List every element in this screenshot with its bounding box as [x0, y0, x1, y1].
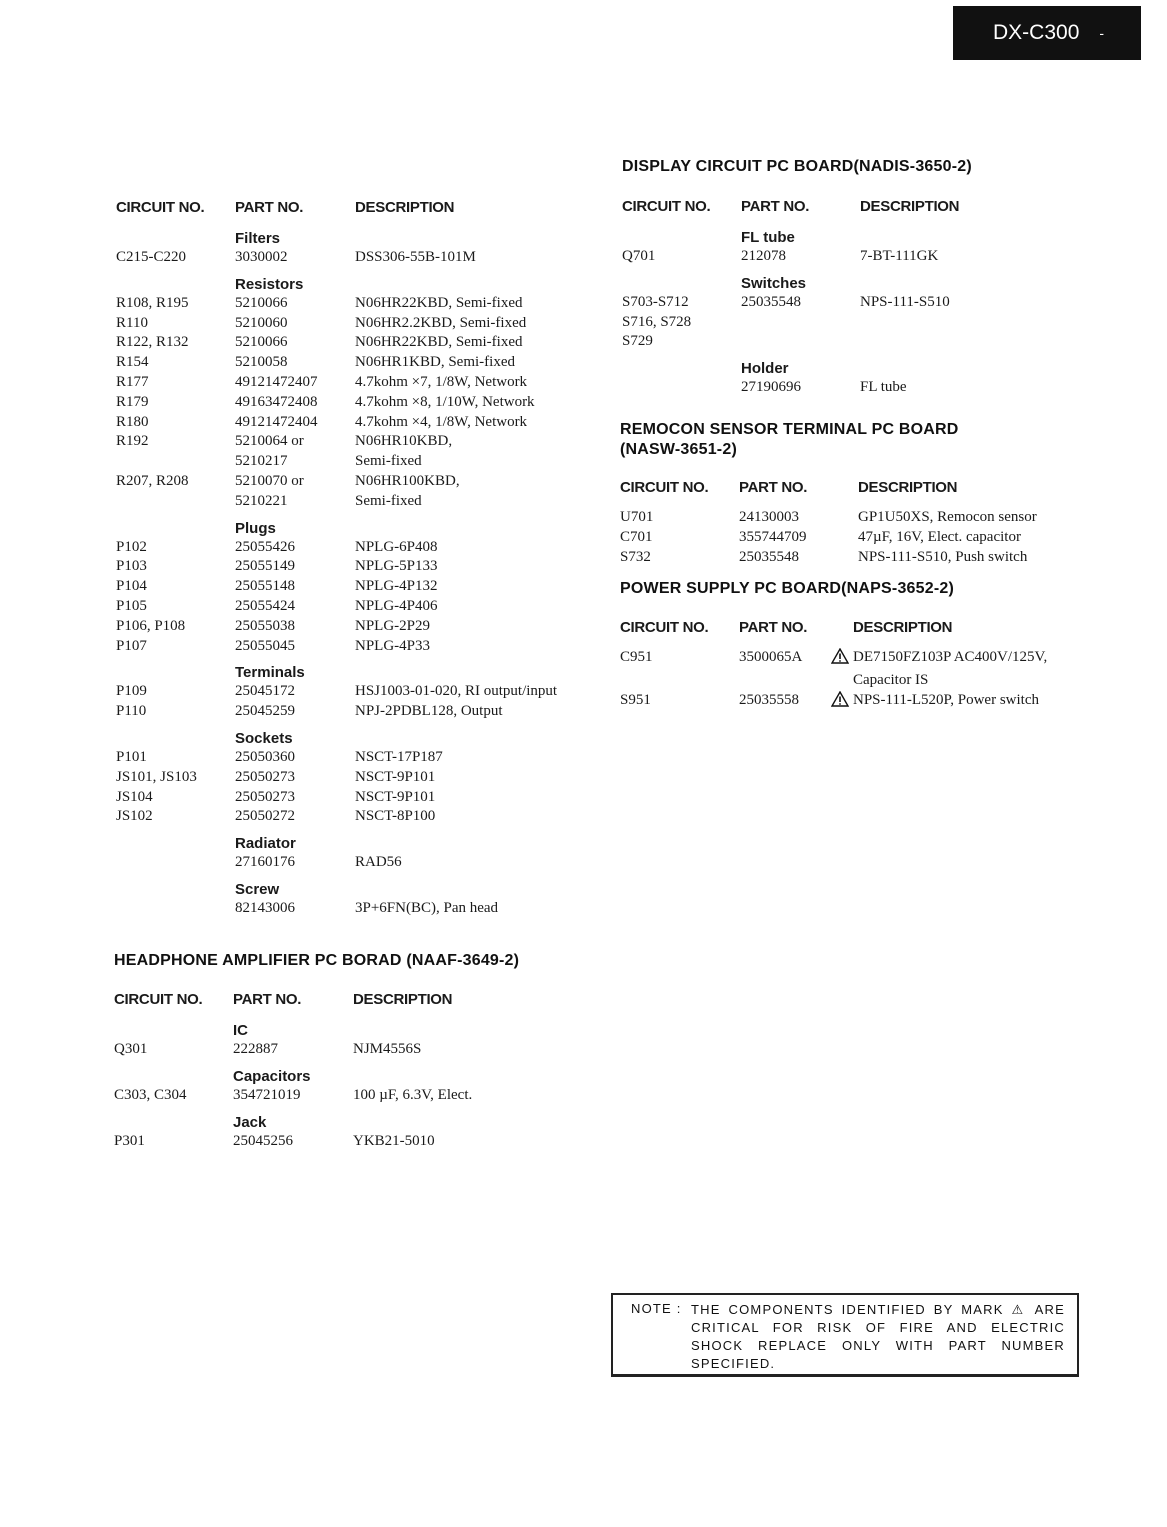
group-spacer	[114, 1066, 233, 1086]
description	[860, 332, 1082, 352]
circuit-no: R108, R195	[116, 294, 189, 311]
group-spacer	[114, 1020, 233, 1040]
remocon-section-title	[620, 420, 959, 460]
group-name: Jack	[233, 1113, 267, 1131]
table-row	[116, 294, 596, 314]
table-row	[116, 333, 596, 353]
description: HSJ1003-01-020, RI output/input	[355, 683, 558, 700]
group-spacer	[116, 728, 235, 748]
table-row	[622, 247, 1082, 267]
part-no: 25055426	[235, 538, 295, 555]
warning-triangle-icon	[831, 691, 851, 714]
group-spacer	[116, 662, 235, 682]
circuit-no	[116, 452, 235, 472]
table-row	[116, 432, 596, 452]
circuit-no: JS104	[116, 788, 153, 805]
group-header-row	[116, 728, 596, 748]
table-row	[116, 617, 596, 637]
group-name: IC	[233, 1022, 248, 1039]
part-no: 25050273	[235, 788, 295, 805]
table-row	[116, 702, 596, 722]
circuit-no: JS101, JS103	[116, 768, 197, 785]
circuit-no	[116, 853, 235, 873]
group-spacer	[622, 358, 741, 378]
circuit-no: P103	[116, 558, 147, 575]
table-row	[620, 691, 1082, 714]
table-row	[116, 899, 596, 919]
circuit-no: R177	[116, 373, 149, 390]
part-no: 25045172	[235, 683, 295, 700]
part-no-header: PART NO.	[235, 199, 304, 216]
description: YKB21-5010	[353, 1132, 435, 1149]
circuit-no: R122, R132	[116, 334, 189, 351]
description-header: DESCRIPTION	[853, 619, 953, 636]
description: 3P+6FN(BC), Pan head	[355, 899, 499, 916]
part-no: 5210070 or	[235, 472, 304, 489]
table-row	[116, 853, 596, 873]
table-row	[114, 1040, 584, 1060]
part-no-header: PART NO.	[739, 619, 808, 636]
circuit-no: P102	[116, 538, 147, 555]
part-no-header: PART NO.	[739, 479, 808, 496]
column-header-row	[620, 619, 1082, 648]
group-header-row	[114, 1112, 584, 1132]
description: 4.7kohm ×8, 1/10W, Network	[355, 393, 535, 410]
description: NSCT-9P101	[355, 788, 436, 805]
part-no: 25055149	[235, 558, 295, 575]
description: NPLG-4P33	[355, 637, 431, 654]
circuit-no: P107	[116, 637, 147, 654]
circuit-no	[116, 492, 235, 512]
description	[860, 313, 1082, 333]
description: N06HR2.2KBD, Semi-fixed	[355, 314, 527, 331]
circuit-no-header: CIRCUIT NO.	[622, 198, 711, 215]
description: GP1U50XS, Remocon sensor	[858, 509, 1037, 525]
table-row	[620, 671, 1082, 691]
table-row	[116, 314, 596, 334]
circuit-no: R207, R208	[116, 472, 189, 489]
mark-cell	[831, 671, 853, 691]
description: NPLG-6P408	[355, 538, 438, 555]
table-row	[116, 413, 596, 433]
group-name: Screw	[235, 880, 280, 898]
table-row	[116, 472, 596, 492]
note-label: NOTE :	[631, 1301, 682, 1316]
part-no: 25055038	[235, 617, 295, 634]
part-no: 25050360	[235, 748, 295, 765]
group-name: Sockets	[235, 729, 293, 747]
circuit-no: R154	[116, 354, 149, 371]
part-no	[741, 332, 860, 352]
circuit-no: P105	[116, 597, 147, 614]
part-no-header: PART NO.	[233, 991, 302, 1008]
table-row	[116, 682, 596, 702]
part-no: 25055148	[235, 578, 295, 595]
table-row	[622, 332, 1082, 352]
description-header: DESCRIPTION	[860, 198, 960, 215]
description: 7-BT-111GK	[860, 248, 939, 264]
main-parts-table	[116, 199, 596, 919]
description: NPLG-2P29	[355, 617, 431, 634]
part-no: 5210058	[235, 354, 288, 371]
part-no: 27190696	[741, 379, 801, 396]
description: 47µF, 16V, Elect. capacitor	[858, 528, 1021, 545]
part-no: 25055045	[235, 637, 295, 654]
model-dash: -	[1099, 25, 1105, 41]
table-row	[620, 528, 1080, 548]
part-no: 25035558	[739, 691, 799, 708]
description: NPLG-4P406	[355, 597, 438, 614]
table-row	[116, 452, 596, 472]
note-text: THE COMPONENTS IDENTIFIED BY MARK ⚠ ARE CRITICAL FOR RISK OF FIRE AND ELECTRIC SHOCK REPLACE ONLY WITH PART NUMBER SPECIFIED.	[691, 1302, 1065, 1371]
description-header: DESCRIPTION	[858, 479, 958, 496]
part-no: 25035548	[741, 293, 801, 310]
description: 4.7kohm ×7, 1/8W, Network	[355, 373, 528, 390]
description: NPS-111-S510, Push switch	[858, 548, 1028, 565]
circuit-no: R179	[116, 393, 149, 410]
table-row	[116, 373, 596, 393]
circuit-no: Q701	[622, 248, 656, 264]
description: NPLG-4P132	[355, 578, 438, 595]
circuit-no-header: CIRCUIT NO.	[116, 199, 205, 216]
description: NPJ-2PDBL128, Output	[355, 703, 503, 720]
part-no: 49121472404	[235, 413, 318, 430]
display-section-title: DISPLAY CIRCUIT PC BOARD(NADIS-3650-2)	[622, 158, 972, 175]
description: N06HR22KBD, Semi-fixed	[355, 334, 523, 351]
circuit-no: JS102	[116, 808, 153, 825]
description: N06HR10KBD,	[355, 433, 453, 450]
mark-cell	[831, 691, 853, 714]
table-row	[620, 648, 1082, 671]
part-no: 27160176	[235, 854, 295, 871]
part-no: 82143006	[235, 899, 295, 916]
part-no-header: PART NO.	[741, 198, 810, 215]
group-name: Capacitors	[233, 1067, 311, 1085]
description: NPS-111-S510	[860, 293, 950, 310]
circuit-no-header: CIRCUIT NO.	[114, 991, 203, 1008]
column-header-row	[114, 991, 584, 1020]
group-spacer	[116, 518, 235, 538]
group-header-row	[114, 1020, 584, 1040]
part-no: 25045256	[233, 1132, 293, 1149]
circuit-no: C303, C304	[114, 1086, 187, 1103]
model-name: DX-C300	[993, 21, 1080, 44]
part-no	[739, 671, 831, 691]
description: N06HR100KBD,	[355, 472, 460, 489]
group-header-row	[622, 358, 1082, 378]
description: NPS-111-L520P, Power switch	[853, 691, 1039, 708]
circuit-no	[620, 671, 739, 691]
part-no: 49163472408	[235, 393, 318, 410]
description-header: DESCRIPTION	[355, 199, 455, 216]
group-name: FL tube	[741, 229, 795, 246]
table-row	[114, 1132, 584, 1152]
description: 100 µF, 6.3V, Elect.	[353, 1086, 473, 1103]
group-spacer	[116, 833, 235, 853]
group-name: Resistors	[235, 275, 304, 293]
description: FL tube	[860, 379, 907, 396]
table-row	[116, 788, 596, 808]
remocon-title-line1: REMOCON SENSOR TERMINAL PC BOARD	[620, 421, 959, 438]
part-no: 25045259	[235, 703, 295, 720]
circuit-no	[622, 378, 741, 398]
remocon-parts-table	[620, 479, 1080, 567]
description: N06HR1KBD, Semi-fixed	[355, 354, 515, 371]
group-spacer	[114, 1112, 233, 1132]
circuit-no: S951	[620, 691, 651, 708]
part-no: 5210060	[235, 314, 288, 331]
table-row	[622, 378, 1082, 398]
description: Capacitor IS	[853, 671, 929, 688]
group-spacer	[116, 228, 235, 248]
part-no: 25050273	[235, 768, 295, 785]
table-row	[116, 248, 596, 268]
circuit-no: P104	[116, 578, 147, 595]
description: 4.7kohm ×4, 1/8W, Network	[355, 413, 528, 430]
circuit-no: S716, S728	[622, 313, 692, 330]
table-row	[622, 313, 1082, 333]
mark-cell	[831, 648, 853, 671]
description: RAD56	[355, 854, 402, 871]
group-name: Holder	[741, 360, 789, 378]
part-no: 5210064 or	[235, 433, 304, 450]
group-header-row	[114, 1066, 584, 1086]
part-no: 5210066	[235, 334, 288, 351]
table-row	[116, 557, 596, 577]
part-no: 24130003	[739, 509, 799, 525]
part-no: 222887	[233, 1041, 278, 1057]
part-no: 355744709	[739, 528, 807, 545]
group-header-row	[622, 273, 1082, 293]
part-no: 25035548	[739, 548, 799, 565]
circuit-no-header: CIRCUIT NO.	[620, 619, 709, 636]
group-spacer	[622, 227, 741, 247]
circuit-no: P106, P108	[116, 617, 186, 634]
circuit-no: S732	[620, 548, 651, 565]
headphone-parts-table	[114, 991, 584, 1151]
table-row	[116, 577, 596, 597]
table-row	[116, 768, 596, 788]
power-section-title: POWER SUPPLY PC BOARD(NAPS-3652-2)	[620, 580, 954, 597]
table-row	[116, 393, 596, 413]
part-no: 3500065A	[739, 649, 803, 665]
part-no: 25055424	[235, 597, 295, 614]
description: Semi-fixed	[355, 453, 422, 470]
description: NJM4556S	[353, 1041, 422, 1057]
circuit-no: P101	[116, 748, 147, 765]
circuit-no: U701	[620, 509, 654, 525]
warning-triangle-icon	[831, 648, 851, 671]
description-header: DESCRIPTION	[353, 991, 453, 1008]
table-row	[116, 492, 596, 512]
group-name: Plugs	[235, 519, 276, 537]
description: DSS306-55B-101M	[355, 249, 476, 265]
group-spacer	[116, 274, 235, 294]
part-no: 5210066	[235, 294, 288, 311]
circuit-no: C215-C220	[116, 249, 187, 265]
group-header-row	[116, 228, 596, 248]
group-header-row	[116, 518, 596, 538]
table-row	[116, 353, 596, 373]
circuit-no: S729	[622, 333, 653, 350]
table-row	[116, 637, 596, 657]
group-name: Radiator	[235, 835, 296, 853]
description: Semi-fixed	[355, 492, 422, 509]
group-header-row	[116, 274, 596, 294]
table-row	[116, 538, 596, 558]
circuit-no: C701	[620, 528, 653, 545]
circuit-no	[116, 899, 235, 919]
circuit-no: R110	[116, 314, 148, 331]
table-row	[620, 508, 1080, 528]
part-no: 3030002	[235, 249, 288, 265]
table-row	[116, 748, 596, 768]
description: NSCT-17P187	[355, 748, 443, 765]
group-header-row	[116, 879, 596, 899]
column-header-row	[622, 198, 1082, 227]
part-no: 5210221	[235, 492, 288, 509]
part-no	[741, 313, 860, 333]
column-header-row	[620, 479, 1080, 508]
table-row	[116, 597, 596, 617]
description: DE7150FZ103P AC400V/125V,	[853, 649, 1048, 665]
circuit-no: C951	[620, 649, 653, 665]
mark-header	[831, 619, 853, 648]
circuit-no: P109	[116, 683, 147, 700]
part-no: 49121472407	[235, 373, 318, 390]
circuit-no: S703-S712	[622, 293, 689, 310]
description: NSCT-9P101	[355, 768, 436, 785]
table-row	[622, 293, 1082, 313]
column-header-row	[116, 199, 596, 228]
part-no: 25050272	[235, 808, 295, 825]
group-name: Switches	[741, 274, 807, 292]
group-name: Filters	[235, 230, 281, 247]
table-row	[620, 548, 1080, 568]
group-spacer	[116, 879, 235, 899]
display-parts-table	[622, 198, 1082, 398]
part-no: 212078	[741, 248, 786, 264]
model-badge	[953, 6, 1141, 60]
circuit-no: P110	[116, 703, 147, 720]
group-header-row	[622, 227, 1082, 247]
safety-note-box	[611, 1293, 1079, 1377]
description: NSCT-8P100	[355, 808, 436, 825]
table-row	[116, 807, 596, 827]
description: N06HR22KBD, Semi-fixed	[355, 294, 523, 311]
group-header-row	[116, 662, 596, 682]
group-name: Terminals	[235, 664, 305, 682]
circuit-no: P301	[114, 1132, 145, 1149]
group-spacer	[622, 273, 741, 293]
group-header-row	[116, 833, 596, 853]
description: NPLG-5P133	[355, 558, 438, 575]
circuit-no: Q301	[114, 1041, 148, 1057]
circuit-no: R180	[116, 413, 149, 430]
headphone-section-title: HEADPHONE AMPLIFIER PC BORAD (NAAF-3649-2)	[114, 952, 520, 969]
remocon-title-line2: (NASW-3651-2)	[620, 441, 737, 458]
power-parts-table	[620, 619, 1082, 713]
part-no: 5210217	[235, 453, 288, 470]
circuit-no: R192	[116, 433, 149, 450]
table-row	[114, 1086, 584, 1106]
circuit-no-header: CIRCUIT NO.	[620, 479, 709, 496]
part-no: 354721019	[233, 1086, 301, 1103]
